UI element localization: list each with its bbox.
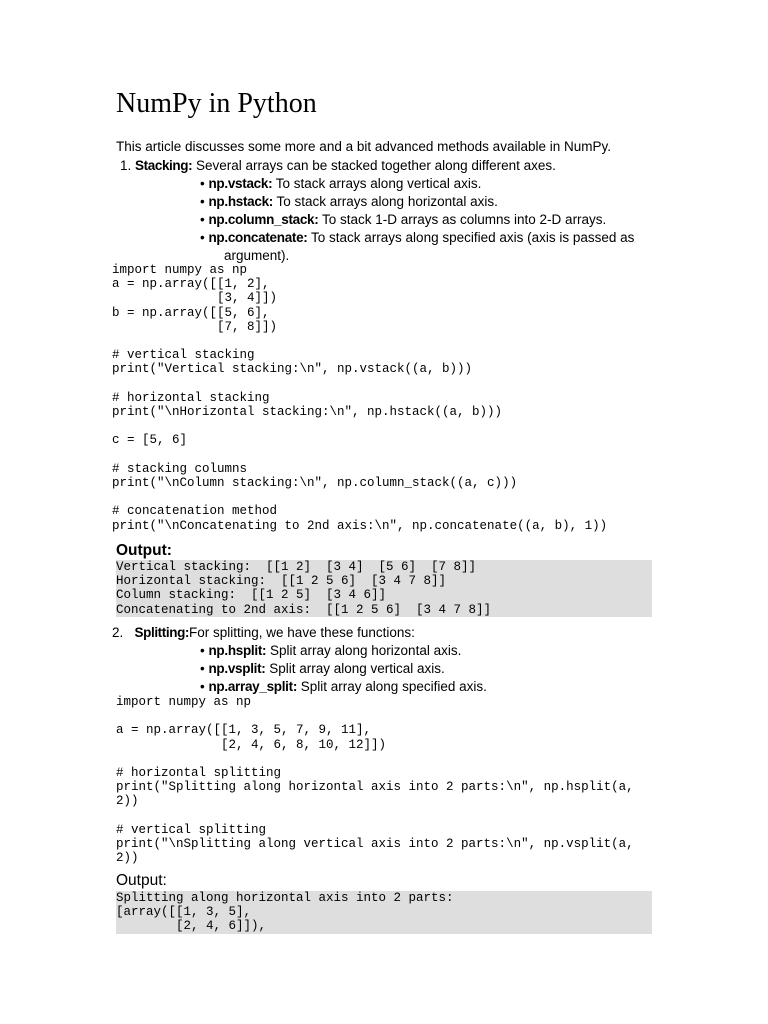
bullet-text: Split array along vertical axis. (265, 661, 445, 676)
section-heading: Stacking: (135, 158, 193, 173)
bullet-term: np.concatenate: (208, 230, 308, 245)
section-heading: Splitting: (134, 625, 190, 640)
bullet-text: Split array along horizontal axis. (266, 643, 462, 658)
bullet-term: np.hstack: (208, 194, 273, 209)
code-block-stacking: import numpy as np a = np.array([[1, 2], [3, 4]]) b = np.array([[5, 6], [7, 8]]) # vertical stacking print("Vertical stacking:\n", np.vstack((a, b))) # horizontal stacking print("\nHorizontal stacking:\n", np.hstack((a, b))) c = [5, 6] # stacking columns print("\nColumn stacking:\n", np.column_stack((a, c))) # concatenation method print("\nConcatenating to 2nd axis:\n", np.concatenate((a, b), 1)) (112, 263, 608, 533)
list-number: 2. (112, 625, 124, 640)
bullet-term: np.hsplit: (208, 643, 267, 658)
section-text: Several arrays can be stacked together along different axes. (192, 158, 556, 173)
bullet-text: To stack 1-D arrays as columns into 2-D arrays. (318, 212, 607, 227)
bullet-term: np.vstack: (208, 176, 273, 191)
section-stacking (120, 157, 556, 175)
list-number: 1. (120, 158, 132, 173)
output-label: Output: (116, 542, 172, 559)
bullet-text: Split array along specified axis. (297, 679, 487, 694)
output-block-stacking: Vertical stacking: [[1 2] [3 4] [5 6] [7 8]] Horizontal stacking: [[1 2 5 6] [3 4 7 8]] Column stacking: [[1 2 5] [3 4 6]] Concatenating to 2nd axis: [[1 2 5 6] [3 4 7 8]] (116, 560, 652, 617)
bullet-concatenate: • np.concatenate: To stack arrays along specified axis (axis is passed as (200, 230, 635, 245)
bullet-column-stack: • np.column_stack: To stack 1-D arrays as columns into 2-D arrays. (200, 212, 607, 227)
bullet-text: To stack arrays along specified axis (axis is passed as (307, 230, 635, 245)
bullet-term: np.column_stack: (208, 212, 319, 227)
bullet-text: To stack arrays along vertical axis. (272, 176, 482, 191)
bullet-continuation: argument). (224, 248, 290, 263)
bullet-vstack: • np.vstack: To stack arrays along vertical axis. (200, 176, 482, 191)
section-text: For splitting, we have these functions: (189, 625, 415, 640)
bullet-hsplit: • np.hsplit: Split array along horizontal axis. (200, 643, 462, 658)
bullet-term: np.vsplit: (208, 661, 266, 676)
bullet-vsplit: • np.vsplit: Split array along vertical axis. (200, 661, 445, 676)
page-title: NumPy in Python (116, 88, 317, 119)
code-block-splitting: import numpy as np a = np.array([[1, 3, 5, 7, 9, 11], [2, 4, 6, 8, 10, 12]]) # horizontal splitting print("Splitting along horizontal axis into 2 parts:\n", np.hsplit(a, 2)) # vertical splitting print("\nSplitting along vertical axis into 2 parts:\n", np.vsplit(a, 2)) (116, 695, 634, 866)
intro-paragraph: This article discusses some more and a bit advanced methods available in NumPy. (116, 139, 611, 154)
output-block-splitting: Splitting along horizontal axis into 2 parts: [array([[1, 3, 5], [2, 4, 6]]), (116, 891, 652, 934)
bullet-hstack: • np.hstack: To stack arrays along horizontal axis. (200, 194, 498, 209)
bullet-text: To stack arrays along horizontal axis. (273, 194, 498, 209)
bullet-array-split: • np.array_split: Split array along specified axis. (200, 679, 487, 694)
section-splitting (112, 624, 415, 642)
bullet-term: np.array_split: (208, 679, 298, 694)
output-label: Output: (116, 872, 167, 889)
